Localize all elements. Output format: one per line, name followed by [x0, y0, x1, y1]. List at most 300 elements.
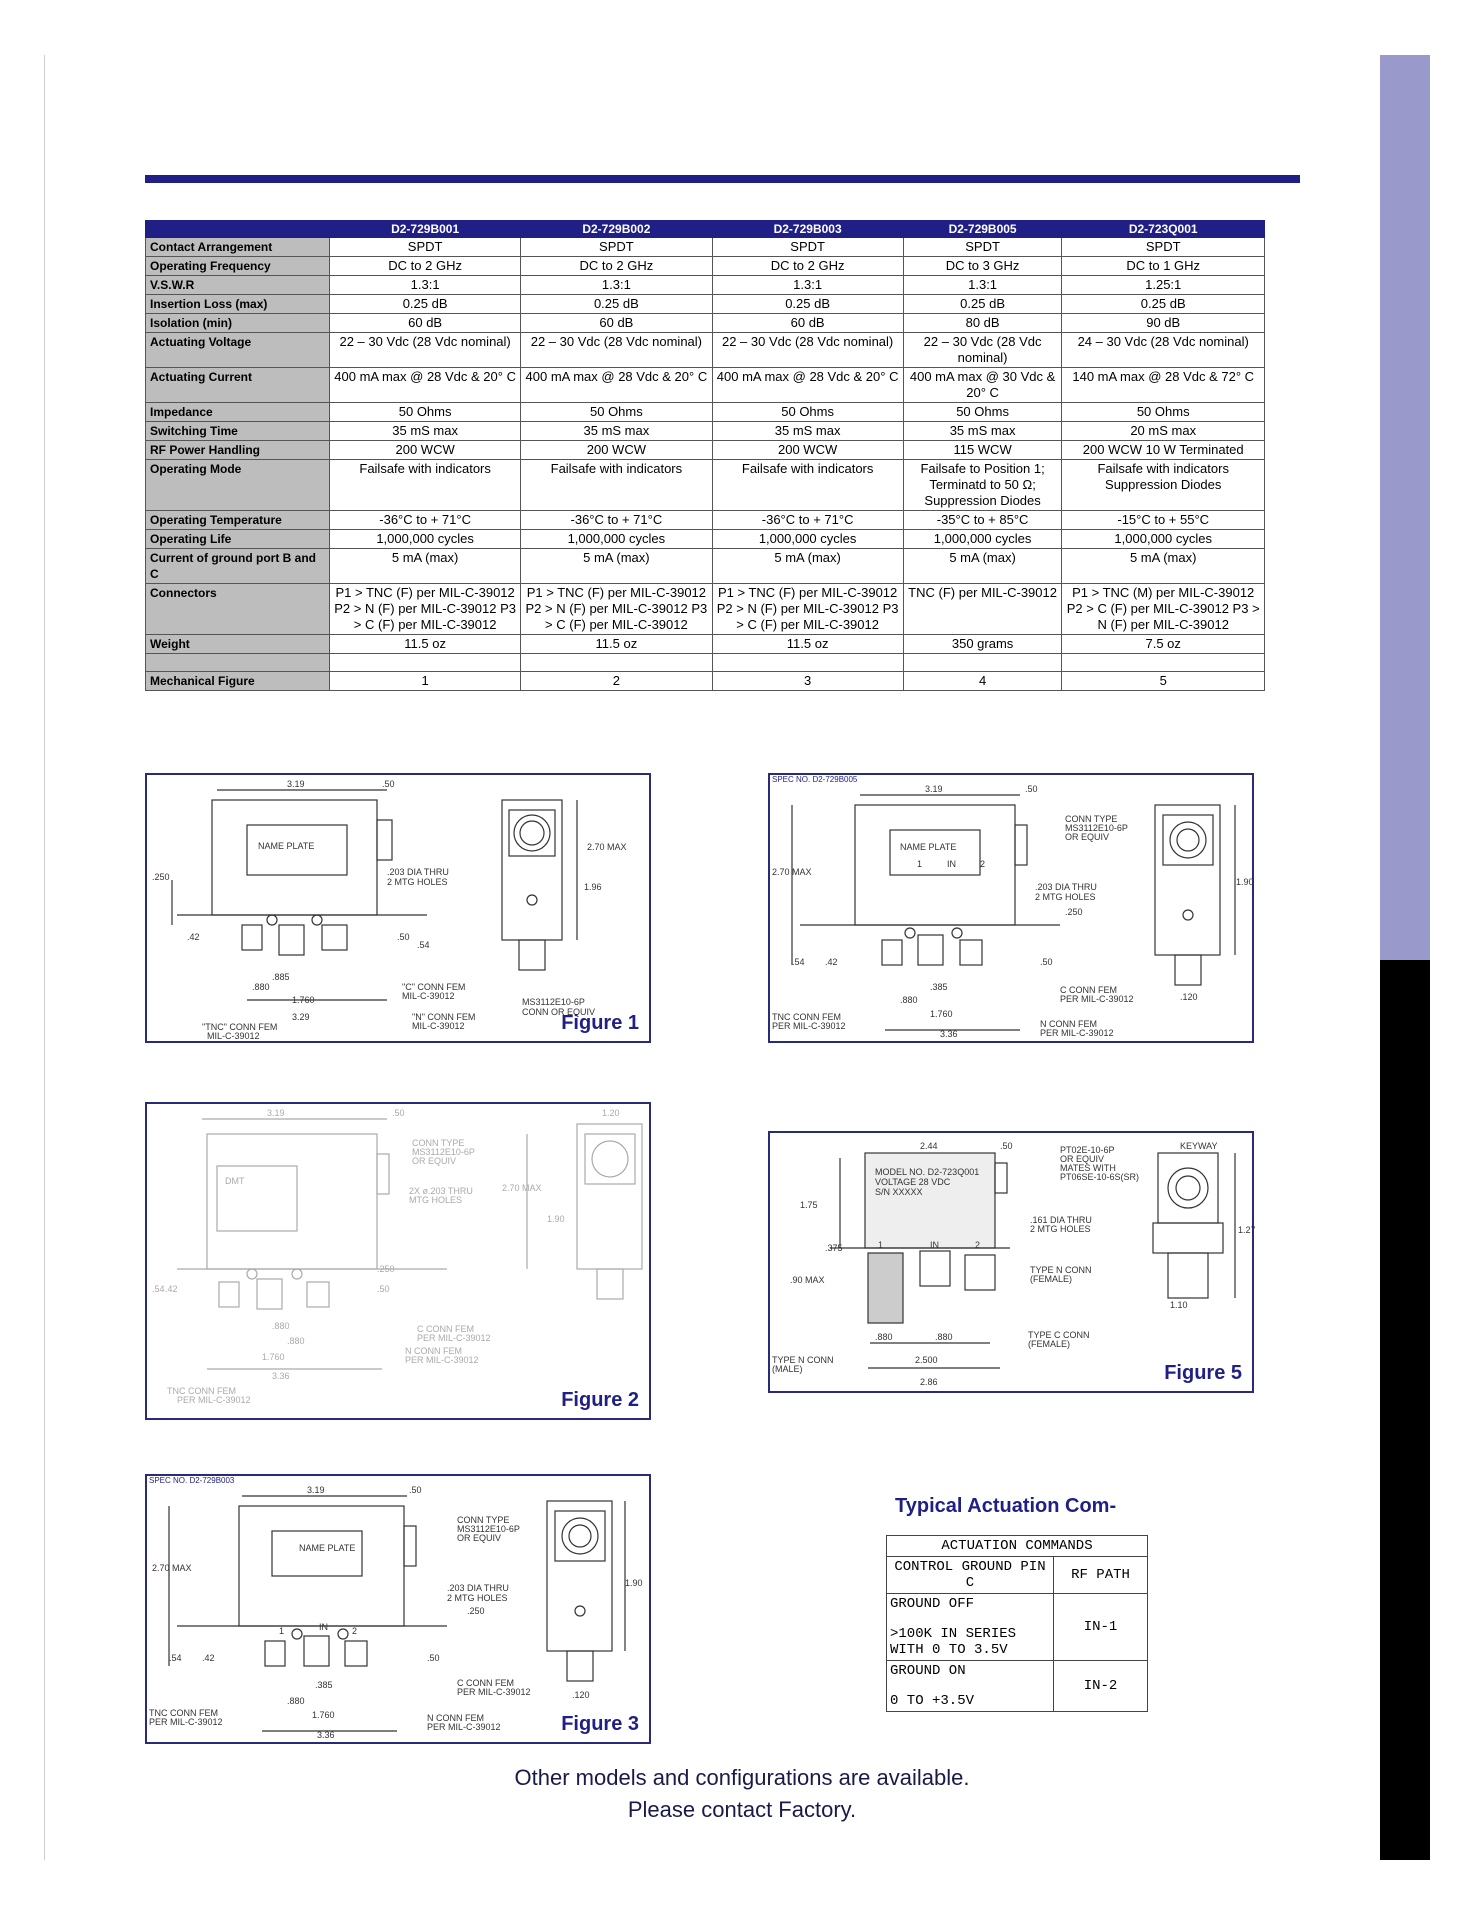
svg-text:(FEMALE): (FEMALE) [1030, 1274, 1073, 1284]
svg-text:.50: .50 [377, 1284, 390, 1294]
table-cell: 1 [330, 672, 521, 691]
svg-text:.120: .120 [1180, 992, 1198, 1002]
svg-text:TNC CONN FEM: TNC CONN FEM [772, 1012, 841, 1022]
svg-text:3.36: 3.36 [317, 1730, 335, 1740]
table-cell: Failsafe with indicators [712, 460, 903, 511]
svg-text:1.10: 1.10 [1170, 1300, 1188, 1310]
row-label: Current of ground port B and C [146, 549, 330, 584]
svg-text:1.27: 1.27 [1238, 1225, 1256, 1235]
table-row [146, 257, 1265, 276]
svg-text:TYPE N CONN: TYPE N CONN [772, 1355, 834, 1365]
spec-header-row [146, 221, 1265, 238]
table-cell: SPDT [712, 238, 903, 257]
spec-table [145, 220, 1265, 691]
table-cell: -36°C to + 71°C [712, 511, 903, 530]
svg-text:N CONN FEM: N CONN FEM [427, 1713, 484, 1723]
figure-1 [145, 773, 651, 1043]
svg-text:"N" CONN FEM: "N" CONN FEM [412, 1012, 476, 1022]
name-plate-label: NAME PLATE [900, 842, 957, 852]
svg-text:.42: .42 [187, 932, 200, 942]
row-label: Contact Arrangement [146, 238, 330, 257]
table-cell: 400 mA max @ 28 Vdc & 20° C [330, 368, 521, 403]
table-cell: 20 mS max [1062, 422, 1265, 441]
svg-text:.50: .50 [1040, 957, 1053, 967]
svg-text:PER MIL-C-39012: PER MIL-C-39012 [417, 1333, 491, 1343]
table-cell: 35 mS max [330, 422, 521, 441]
table-cell: 0.25 dB [1062, 295, 1265, 314]
table-row [146, 276, 1265, 295]
svg-text:.375: .375 [825, 1243, 843, 1253]
svg-text:3.19: 3.19 [287, 779, 305, 789]
table-cell: 90 dB [1062, 314, 1265, 333]
svg-text:.880: .880 [875, 1332, 893, 1342]
table-cell: 200 WCW [521, 441, 712, 460]
svg-text:.250: .250 [467, 1606, 485, 1616]
svg-text:.885: .885 [272, 972, 290, 982]
table-cell: -36°C to + 71°C [330, 511, 521, 530]
spec-header-corner [146, 221, 330, 238]
actuation-cell-text: 0 TO +3.5V [890, 1693, 975, 1709]
table-cell: 1.3:1 [903, 276, 1062, 295]
table-cell: 7.5 oz [1062, 635, 1265, 654]
svg-text:2: 2 [352, 1626, 358, 1636]
table-cell: 80 dB [903, 314, 1062, 333]
svg-text:PER MIL-C-39012: PER MIL-C-39012 [405, 1355, 479, 1365]
row-label [146, 654, 330, 672]
table-cell: Failsafe with indicators [521, 460, 712, 511]
table-row [146, 422, 1265, 441]
table-cell: 200 WCW [712, 441, 903, 460]
svg-text:"C" CONN FEM: "C" CONN FEM [402, 982, 466, 992]
svg-text:1.96: 1.96 [584, 882, 602, 892]
table-row [146, 403, 1265, 422]
table-cell: 50 Ohms [1062, 403, 1265, 422]
svg-text:.880: .880 [935, 1332, 953, 1342]
svg-text:TYPE N CONN: TYPE N CONN [1030, 1265, 1092, 1275]
svg-text:.203 DIA THRU: .203 DIA THRU [1035, 882, 1097, 892]
svg-text:2: 2 [980, 859, 986, 869]
svg-text:.54: .54 [169, 1653, 182, 1663]
svg-text:VOLTAGE 28 VDC: VOLTAGE 28 VDC [875, 1177, 951, 1187]
table-cell: 50 Ohms [330, 403, 521, 422]
svg-text:(MALE): (MALE) [772, 1364, 803, 1374]
svg-text:1.760: 1.760 [312, 1710, 335, 1720]
svg-text:CONN TYPE: CONN TYPE [457, 1515, 510, 1525]
svg-text:.880: .880 [287, 1696, 305, 1706]
svg-text:2.70 MAX: 2.70 MAX [772, 867, 812, 877]
svg-text:1.90: 1.90 [1236, 877, 1254, 887]
table-cell: 35 mS max [712, 422, 903, 441]
table-cell: 22 – 30 Vdc (28 Vdc nominal) [330, 333, 521, 368]
svg-text:.50: .50 [409, 1485, 422, 1495]
svg-text:.50: .50 [397, 932, 410, 942]
table-cell: 11.5 oz [712, 635, 903, 654]
table-cell: 140 mA max @ 28 Vdc & 72° C [1062, 368, 1265, 403]
table-cell: DC to 3 GHz [903, 257, 1062, 276]
svg-text:MS3112E10-6P: MS3112E10-6P [1065, 823, 1128, 833]
actuation-cell-text: GROUND ON [890, 1663, 966, 1679]
svg-text:1.760: 1.760 [930, 1009, 953, 1019]
svg-text:IN: IN [947, 859, 956, 869]
svg-text:PER MIL-C-39012: PER MIL-C-39012 [457, 1687, 531, 1697]
side-tab-black [1380, 960, 1430, 1860]
row-label: Actuating Current [146, 368, 330, 403]
actuation-rf-path: IN-2 [1054, 1661, 1148, 1712]
table-cell: 1.3:1 [330, 276, 521, 295]
table-cell: P1 > TNC (F) per MIL-C-39012 P2 > N (F) per MIL-C-39012 P3 > C (F) per MIL-C-39012 [330, 584, 521, 635]
actuation-cell-text: >100K IN SERIES WITH 0 TO 3.5V [890, 1626, 1017, 1658]
row-label: Mechanical Figure [146, 672, 330, 691]
svg-text:"TNC" CONN FEM: "TNC" CONN FEM [202, 1022, 278, 1032]
svg-text:1.90: 1.90 [625, 1578, 643, 1588]
table-cell: Failsafe to Position 1; Terminatd to 50 Ω; Suppression Diodes [903, 460, 1062, 511]
row-label: Insertion Loss (max) [146, 295, 330, 314]
svg-text:OR EQUIV: OR EQUIV [412, 1156, 457, 1166]
svg-text:KEYWAY: KEYWAY [1180, 1141, 1218, 1151]
table-cell: 50 Ohms [521, 403, 712, 422]
svg-text:3.19: 3.19 [925, 784, 943, 794]
table-cell: 1,000,000 cycles [903, 530, 1062, 549]
table-cell: 60 dB [330, 314, 521, 333]
svg-text:.50: .50 [392, 1108, 405, 1118]
table-cell: 115 WCW [903, 441, 1062, 460]
svg-text:.50: .50 [427, 1653, 440, 1663]
footer-line-1: Other models and configurations are available. [514, 1765, 970, 1790]
svg-text:CONN TYPE: CONN TYPE [412, 1138, 465, 1148]
svg-text:MIL-C-39012: MIL-C-39012 [402, 991, 455, 1001]
svg-text:.880: .880 [287, 1336, 305, 1346]
actuation-cell [887, 1594, 1054, 1661]
table-row [146, 530, 1265, 549]
svg-text:MATES WITH: MATES WITH [1060, 1163, 1116, 1173]
table-row [146, 672, 1265, 691]
table-cell: 400 mA max @ 28 Vdc & 20° C [712, 368, 903, 403]
name-plate-label: NAME PLATE [299, 1543, 356, 1553]
svg-text:CONN OR EQUIV: CONN OR EQUIV [522, 1007, 596, 1017]
svg-text:MTG HOLES: MTG HOLES [409, 1195, 463, 1205]
svg-text:OR EQUIV: OR EQUIV [1065, 832, 1110, 842]
svg-text:C CONN FEM: C CONN FEM [1060, 985, 1117, 995]
svg-text:CONN TYPE: CONN TYPE [1065, 814, 1118, 824]
svg-text:IN: IN [319, 1622, 328, 1632]
svg-text:MIL-C-39012: MIL-C-39012 [207, 1031, 260, 1041]
actuation-cell [887, 1661, 1054, 1712]
table-row [146, 584, 1265, 635]
svg-text:OR EQUIV: OR EQUIV [1060, 1154, 1105, 1164]
table-cell: 5 [1062, 672, 1265, 691]
model-header: D2-729B005 [903, 221, 1062, 238]
actuation-col1-header: CONTROL GROUND PIN C [887, 1557, 1054, 1594]
table-cell: SPDT [1062, 238, 1265, 257]
svg-text:3.29: 3.29 [292, 1012, 310, 1022]
svg-text:PT02E-10-6P: PT02E-10-6P [1060, 1145, 1115, 1155]
figure-2-label: Figure 2 [561, 1389, 639, 1411]
table-cell: 1,000,000 cycles [330, 530, 521, 549]
table-cell: SPDT [903, 238, 1062, 257]
svg-text:2 MTG HOLES: 2 MTG HOLES [1030, 1224, 1091, 1234]
svg-text:.120: .120 [572, 1690, 590, 1700]
svg-text:.54: .54 [792, 957, 805, 967]
table-cell: DC to 2 GHz [521, 257, 712, 276]
svg-text:1.75: 1.75 [800, 1200, 818, 1210]
svg-text:.880: .880 [272, 1321, 290, 1331]
figure-3-spec-number: SPEC NO. D2-729B003 [149, 1476, 235, 1485]
actuation-table [886, 1535, 1148, 1712]
table-cell: 1,000,000 cycles [1062, 530, 1265, 549]
row-label: Weight [146, 635, 330, 654]
row-label: RF Power Handling [146, 441, 330, 460]
table-cell: Failsafe with indicators Suppression Diodes [1062, 460, 1265, 511]
table-cell: 400 mA max @ 30 Vdc & 20° C [903, 368, 1062, 403]
svg-text:S/N XXXXX: S/N XXXXX [875, 1187, 923, 1197]
table-cell: 11.5 oz [330, 635, 521, 654]
figure-3 [145, 1474, 651, 1744]
table-cell: 60 dB [521, 314, 712, 333]
figure-2-drawing [147, 1104, 649, 1418]
table-cell: Failsafe with indicators [330, 460, 521, 511]
svg-text:1.90: 1.90 [547, 1214, 565, 1224]
svg-text:(FEMALE): (FEMALE) [1028, 1339, 1071, 1349]
actuation-col2-header: RF PATH [1054, 1557, 1148, 1594]
svg-text:.250: .250 [1065, 907, 1083, 917]
table-cell: DC to 2 GHz [712, 257, 903, 276]
table-row [146, 654, 1265, 672]
svg-text:TNC CONN FEM: TNC CONN FEM [167, 1386, 236, 1396]
figure-5-label: Figure 5 [1164, 1362, 1242, 1384]
table-cell: 11.5 oz [521, 635, 712, 654]
table-cell [712, 654, 903, 672]
table-cell: 22 – 30 Vdc (28 Vdc nominal) [521, 333, 712, 368]
svg-text:2.70 MAX: 2.70 MAX [502, 1183, 542, 1193]
svg-text:MIL-C-39012: MIL-C-39012 [412, 1021, 465, 1031]
table-row [146, 368, 1265, 403]
figure-2 [145, 1102, 651, 1420]
svg-text:3.36: 3.36 [940, 1029, 958, 1039]
table-cell: SPDT [521, 238, 712, 257]
svg-text:PER MIL-C-39012: PER MIL-C-39012 [149, 1717, 223, 1727]
table-cell: 35 mS max [903, 422, 1062, 441]
svg-text:DMT: DMT [225, 1176, 245, 1186]
table-cell: P1 > TNC (M) per MIL-C-39012 P2 > C (F) per MIL-C-39012 P3 > N (F) per MIL-C-39012 [1062, 584, 1265, 635]
table-cell: 3 [712, 672, 903, 691]
svg-text:TNC CONN FEM: TNC CONN FEM [149, 1708, 218, 1718]
table-cell: 1.3:1 [712, 276, 903, 295]
svg-text:3.19: 3.19 [307, 1485, 325, 1495]
footer-line-2: Please contact Factory. [627, 1797, 857, 1822]
svg-text:TYPE C CONN: TYPE C CONN [1028, 1330, 1090, 1340]
table-cell: P1 > TNC (F) per MIL-C-39012 P2 > N (F) per MIL-C-39012 P3 > C (F) per MIL-C-39012 [712, 584, 903, 635]
table-cell: 50 Ohms [712, 403, 903, 422]
svg-text:.880: .880 [252, 982, 270, 992]
figure-1-drawing [147, 775, 649, 1041]
svg-text:2 MTG HOLES: 2 MTG HOLES [447, 1593, 508, 1603]
table-cell: 5 mA (max) [330, 549, 521, 584]
svg-text:.50: .50 [1025, 784, 1038, 794]
svg-text:.42: .42 [165, 1284, 178, 1294]
svg-text:.161 DIA THRU: .161 DIA THRU [1030, 1215, 1092, 1225]
figure-4 [768, 773, 1254, 1043]
svg-text:.203 DIA THRU: .203 DIA THRU [447, 1583, 509, 1593]
table-cell: 1,000,000 cycles [712, 530, 903, 549]
table-row [887, 1661, 1148, 1712]
svg-text:1: 1 [878, 1240, 884, 1250]
svg-text:2 MTG HOLES: 2 MTG HOLES [387, 877, 448, 887]
actuation-cell-text: GROUND OFF [890, 1596, 975, 1612]
table-cell [1062, 654, 1265, 672]
table-row [887, 1536, 1148, 1557]
table-cell: 0.25 dB [521, 295, 712, 314]
svg-text:MS3112E10-6P: MS3112E10-6P [412, 1147, 475, 1157]
header-rule [145, 175, 1300, 183]
side-tab-purple [1380, 55, 1430, 960]
figure-4-drawing [770, 775, 1252, 1041]
figure-1-label: Figure 1 [561, 1012, 639, 1034]
svg-text:.54: .54 [417, 940, 430, 950]
row-label: Operating Frequency [146, 257, 330, 276]
actuation-rf-path: IN-1 [1054, 1594, 1148, 1661]
footer-note [0, 1762, 1484, 1826]
table-row [887, 1557, 1148, 1594]
svg-text:2.44: 2.44 [920, 1141, 938, 1151]
svg-text:MODEL NO. D2-723Q001: MODEL NO. D2-723Q001 [875, 1167, 980, 1177]
svg-text:C CONN FEM: C CONN FEM [457, 1678, 514, 1688]
svg-text:2.70 MAX: 2.70 MAX [587, 842, 627, 852]
svg-text:.250: .250 [152, 872, 170, 882]
table-row [146, 333, 1265, 368]
table-row [146, 441, 1265, 460]
svg-text:3.19: 3.19 [267, 1108, 285, 1118]
table-cell: DC to 1 GHz [1062, 257, 1265, 276]
svg-text:1.20: 1.20 [602, 1108, 620, 1118]
row-label: Operating Temperature [146, 511, 330, 530]
svg-text:PER MIL-C-39012: PER MIL-C-39012 [427, 1722, 501, 1732]
svg-text:.385: .385 [315, 1680, 333, 1690]
svg-text:C CONN FEM: C CONN FEM [417, 1324, 474, 1334]
table-row [146, 295, 1265, 314]
table-cell: -35°C to + 85°C [903, 511, 1062, 530]
svg-text:3.36: 3.36 [272, 1371, 290, 1381]
table-cell: 4 [903, 672, 1062, 691]
table-row [146, 460, 1265, 511]
table-cell: SPDT [330, 238, 521, 257]
svg-text:.42: .42 [825, 957, 838, 967]
svg-text:2.86: 2.86 [920, 1377, 938, 1387]
table-cell: 200 WCW [330, 441, 521, 460]
row-label: Switching Time [146, 422, 330, 441]
table-row [146, 635, 1265, 654]
svg-text:1: 1 [917, 859, 923, 869]
table-cell: 200 WCW 10 W Terminated [1062, 441, 1265, 460]
figure-5-drawing [770, 1133, 1256, 1391]
table-cell: 1.25:1 [1062, 276, 1265, 295]
svg-text:PT06SE-10-6S(SR): PT06SE-10-6S(SR) [1060, 1172, 1140, 1182]
table-row [146, 314, 1265, 333]
svg-text:2X ø.203 THRU: 2X ø.203 THRU [409, 1186, 473, 1196]
svg-text:1.760: 1.760 [262, 1352, 285, 1362]
table-row [146, 238, 1265, 257]
table-cell [521, 654, 712, 672]
table-cell [330, 654, 521, 672]
svg-text:.54: .54 [152, 1284, 165, 1294]
row-label: Actuating Voltage [146, 333, 330, 368]
svg-text:N CONN FEM: N CONN FEM [405, 1346, 462, 1356]
table-cell: 2 [521, 672, 712, 691]
table-cell: 350 grams [903, 635, 1062, 654]
svg-text:.250: .250 [377, 1264, 395, 1274]
svg-text:PER MIL-C-39012: PER MIL-C-39012 [1060, 994, 1134, 1004]
svg-text:.42: .42 [202, 1653, 215, 1663]
svg-text:.385: .385 [930, 982, 948, 992]
page-margin-line [44, 55, 45, 1860]
svg-text:PER MIL-C-39012: PER MIL-C-39012 [177, 1395, 251, 1405]
svg-text:.50: .50 [1000, 1141, 1013, 1151]
table-cell: -36°C to + 71°C [521, 511, 712, 530]
row-label: Isolation (min) [146, 314, 330, 333]
svg-text:PER MIL-C-39012: PER MIL-C-39012 [1040, 1028, 1114, 1038]
table-cell: 50 Ohms [903, 403, 1062, 422]
row-label: Connectors [146, 584, 330, 635]
table-cell: 0.25 dB [330, 295, 521, 314]
svg-text:2.70 MAX: 2.70 MAX [152, 1563, 192, 1573]
table-row [887, 1594, 1148, 1661]
table-cell: -15°C to + 55°C [1062, 511, 1265, 530]
svg-text:N CONN FEM: N CONN FEM [1040, 1019, 1097, 1029]
svg-text:.50: .50 [382, 779, 395, 789]
svg-text:MS3112E10-6P: MS3112E10-6P [522, 997, 585, 1007]
svg-text:2.500: 2.500 [915, 1355, 938, 1365]
model-header: D2-729B001 [330, 221, 521, 238]
actuation-header: ACTUATION COMMANDS [887, 1536, 1148, 1557]
table-cell: 1,000,000 cycles [521, 530, 712, 549]
row-label: Operating Life [146, 530, 330, 549]
svg-text:MS3112E10-6P: MS3112E10-6P [457, 1524, 520, 1534]
row-label: V.S.W.R [146, 276, 330, 295]
figure-3-drawing [147, 1476, 649, 1742]
svg-text:1.760: 1.760 [292, 995, 315, 1005]
svg-text:OR EQUIV: OR EQUIV [457, 1533, 502, 1543]
table-cell: 0.25 dB [712, 295, 903, 314]
figure-4-spec-number: SPEC NO. D2-729B005 [772, 775, 858, 784]
svg-text:.203 DIA THRU: .203 DIA THRU [387, 867, 449, 877]
svg-text:.880: .880 [900, 995, 918, 1005]
table-cell: 5 mA (max) [903, 549, 1062, 584]
svg-text:1: 1 [279, 1626, 285, 1636]
figure-3-label: Figure 3 [561, 1713, 639, 1735]
table-cell: 5 mA (max) [521, 549, 712, 584]
figure-5 [768, 1131, 1254, 1393]
table-cell: 22 – 30 Vdc (28 Vdc nominal) [903, 333, 1062, 368]
name-plate-label: NAME PLATE [258, 841, 315, 851]
table-cell: 0.25 dB [903, 295, 1062, 314]
model-header: D2-729B003 [712, 221, 903, 238]
table-cell: 5 mA (max) [1062, 549, 1265, 584]
row-label: Operating Mode [146, 460, 330, 511]
svg-text:PER MIL-C-39012: PER MIL-C-39012 [772, 1021, 846, 1031]
table-cell: 400 mA max @ 28 Vdc & 20° C [521, 368, 712, 403]
svg-text:IN: IN [930, 1240, 939, 1250]
actuation-title: Typical Actuation Com- [895, 1495, 1117, 1517]
table-cell: 22 – 30 Vdc (28 Vdc nominal) [712, 333, 903, 368]
table-cell: P1 > TNC (F) per MIL-C-39012 P2 > N (F) per MIL-C-39012 P3 > C (F) per MIL-C-39012 [521, 584, 712, 635]
table-cell: DC to 2 GHz [330, 257, 521, 276]
table-cell: 24 – 30 Vdc (28 Vdc nominal) [1062, 333, 1265, 368]
table-row [146, 511, 1265, 530]
table-cell: 5 mA (max) [712, 549, 903, 584]
table-cell: 35 mS max [521, 422, 712, 441]
model-header: D2-729B002 [521, 221, 712, 238]
table-cell: 1.3:1 [521, 276, 712, 295]
model-header: D2-723Q001 [1062, 221, 1265, 238]
